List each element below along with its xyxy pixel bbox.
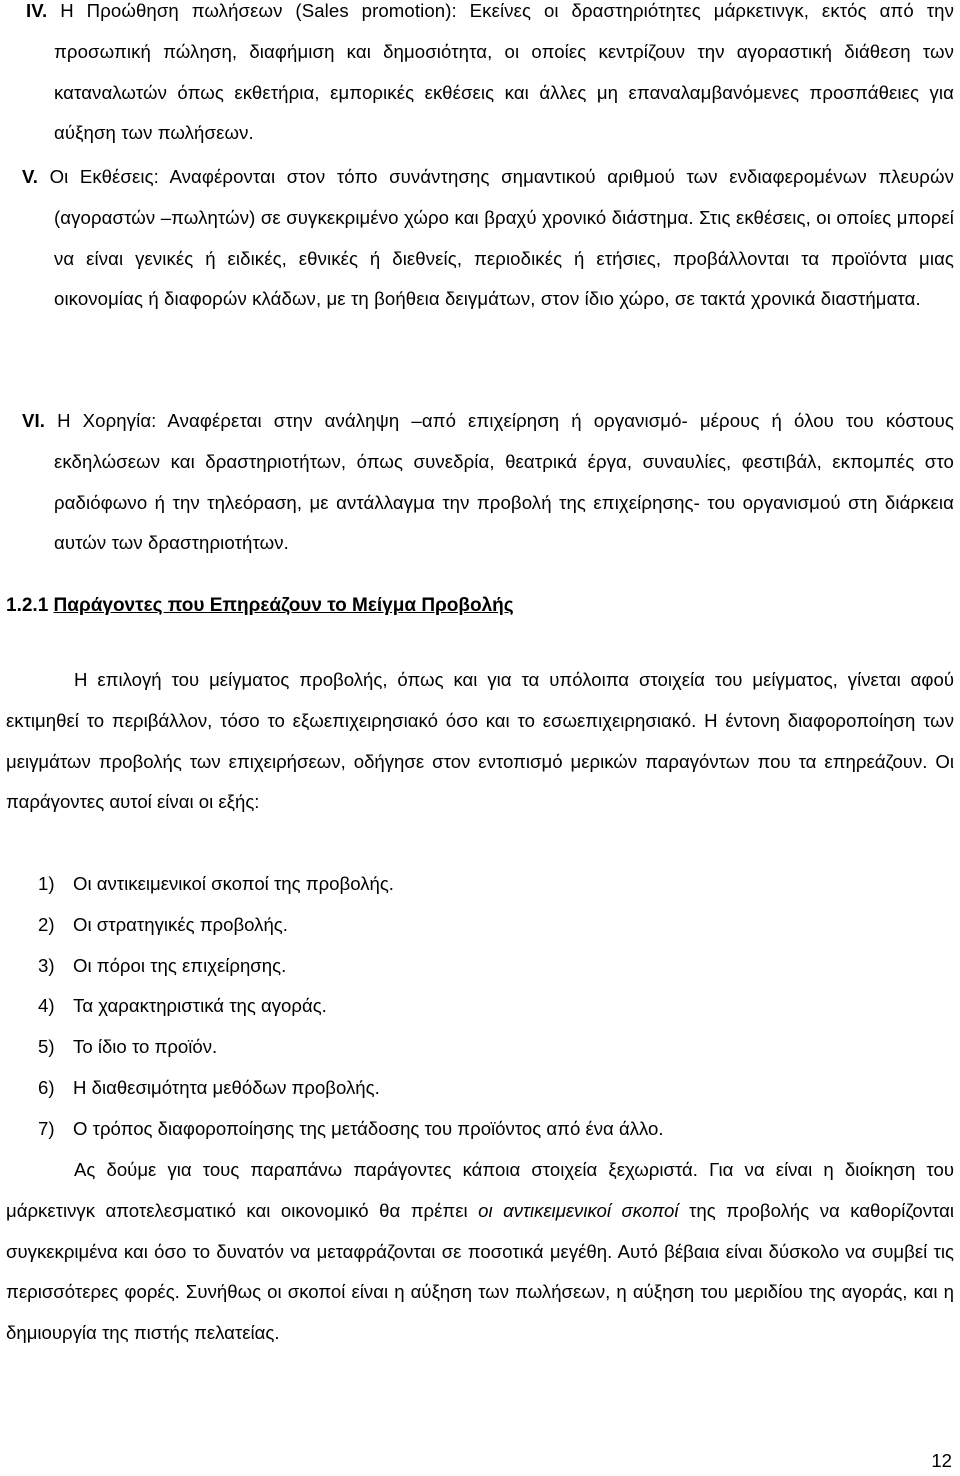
factor-text: Οι πόροι της επιχείρησης. bbox=[73, 954, 287, 976]
section-vi-text: Η Χορηγία: Αναφέρεται στην ανάληψη –από επιχείρηση ή οργανισμό- μέρους ή όλου του κόστους εκδηλώσεων και δραστηριοτήτων, όπως συνεδρία, θεατρικά έργα, συναυλίες, φεστιβάλ, εκπομπές στο ραδιόφωνο ή την τηλεόραση, με αντάλλαγμα την προβολή της επιχείρησης- του οργανισμού στη διάρκεια αυτών των δραστηριοτήτων. bbox=[45, 410, 954, 554]
page-number: 12 bbox=[931, 1450, 952, 1471]
factor-text: Το ίδιο το προϊόν. bbox=[73, 1036, 218, 1058]
factor-item bbox=[0, 1027, 960, 1068]
section-vi bbox=[0, 401, 960, 564]
section-v-numeral: V. bbox=[22, 166, 39, 187]
factor-item bbox=[0, 864, 960, 905]
section-vi-paragraph bbox=[0, 401, 960, 564]
section-iv-text: Η Προώθηση πωλήσεων (Sales promotion): Εκείνες οι δραστηριότητες μάρκετινγκ, εκτός από την προσωπική πώληση, διαφήμιση και δημοσιότητα, οι οποίες κεντρίζουν την αγοραστική διάθεση των καταναλωτών όπως εκθετήρια, εμπορικές εκθέσεις και άλλες μη επαναλαμβανόμενες προσπάθειες για αύξηση των πωλήσεων. bbox=[47, 0, 954, 144]
factor-item bbox=[0, 1109, 960, 1150]
intro-paragraph: Η επιλογή του μείγματος προβολής, όπως και για τα υπόλοιπα στοιχεία του μείγματος, γίνεται αφού εκτιμηθεί το περιβάλλον, τόσο το εξωεπιχειρησιακό όσο και το εσωεπιχειρησιακό. Η έντονη διαφοροποίηση των μειγμάτων προβολής των επιχειρήσεων, οδήγησε στον εντοπισμό μερικών παραγόντων που τα επηρεάζουν. Οι παράγοντες αυτοί είναι οι εξής: bbox=[6, 669, 954, 813]
section-v bbox=[0, 157, 960, 320]
section-v-text: Οι Εκθέσεις: Αναφέρονται στον τόπο συνάντησης σημαντικού αριθμού των ενδιαφερομένων πλευρών (αγοραστών –πωλητών) σε συγκεκριμένο χώρο και βραχύ χρονικό διάστημα. Στις εκθέσεις, οι οποίες μπορεί να είναι γενικές ή ειδικές, εθνικές ή διεθνείς, περιοδικές ή ετήσιες, προβάλλονται τα προϊόντα μιας οικονομίας ή διαφορών κλάδων, με τη βοήθεια δειγμάτων, στον ίδιο χώρο, σε τακτά χρονικά διαστήματα. bbox=[38, 166, 954, 310]
factor-text: Οι στρατηγικές προβολής. bbox=[73, 913, 288, 935]
factor-item bbox=[0, 946, 960, 987]
section-iv-paragraph bbox=[0, 0, 960, 154]
closing-paragraph bbox=[0, 1150, 960, 1354]
section-iv bbox=[0, 0, 960, 154]
intro-block bbox=[0, 660, 960, 823]
heading-title: Παράγοντες που Επηρεάζουν το Μείγμα Προβολής bbox=[53, 595, 514, 616]
section-vi-numeral: VI. bbox=[22, 410, 46, 431]
closing-italic: οι αντικειμενικοί σκοποί bbox=[478, 1199, 679, 1221]
factor-number: 4) bbox=[38, 995, 55, 1017]
factor-item bbox=[0, 1068, 960, 1109]
heading-number: 1.2.1 bbox=[6, 595, 54, 616]
factor-text: Η διαθεσιμότητα μεθόδων προβολής. bbox=[73, 1076, 380, 1098]
factors-block bbox=[0, 864, 960, 1150]
closing-part2: της προβολής να καθορίζονται συγκεκριμένα και όσο το δυνατόν να μεταφράζονται σε ποσοτικά μεγέθη. Αυτό βέβαια είναι δύσκολο να συμβεί τις περισσότερες φορές. Συνήθως οι σκοποί είναι η αύξηση των πωλήσεων, η αύξηση του μεριδίου της αγοράς, και η δημιουργία της πιστής πελατείας. bbox=[6, 1199, 954, 1344]
factor-text: Τα χαρακτηριστικά της αγοράς. bbox=[73, 995, 327, 1017]
factor-item bbox=[0, 986, 960, 1027]
factor-number: 7) bbox=[38, 1117, 55, 1139]
closing-block bbox=[0, 1150, 960, 1354]
section-v-paragraph bbox=[0, 157, 960, 320]
factor-number: 6) bbox=[38, 1076, 55, 1098]
factor-text: Ο τρόπος διαφοροποίησης της μετάδοσης του προϊόντος από ένα άλλο. bbox=[73, 1117, 664, 1139]
factor-item bbox=[0, 905, 960, 946]
closing-part1: Ας δούμε για τους παραπάνω παράγοντες κάποια στοιχεία ξεχωριστά. Για να είναι η διοίκηση του μάρκετινγκ αποτελεσματικό και οικονομικό θα πρέπει bbox=[6, 1159, 954, 1221]
factors-list bbox=[0, 864, 960, 1150]
section-heading bbox=[6, 595, 514, 617]
section-iv-numeral: IV. bbox=[26, 0, 48, 21]
factor-number: 1) bbox=[38, 873, 55, 894]
factor-number: 3) bbox=[38, 954, 55, 976]
factor-number: 5) bbox=[38, 1036, 55, 1058]
factor-text: Οι αντικειμενικοί σκοποί της προβολής. bbox=[73, 873, 394, 894]
factor-number: 2) bbox=[38, 913, 55, 935]
